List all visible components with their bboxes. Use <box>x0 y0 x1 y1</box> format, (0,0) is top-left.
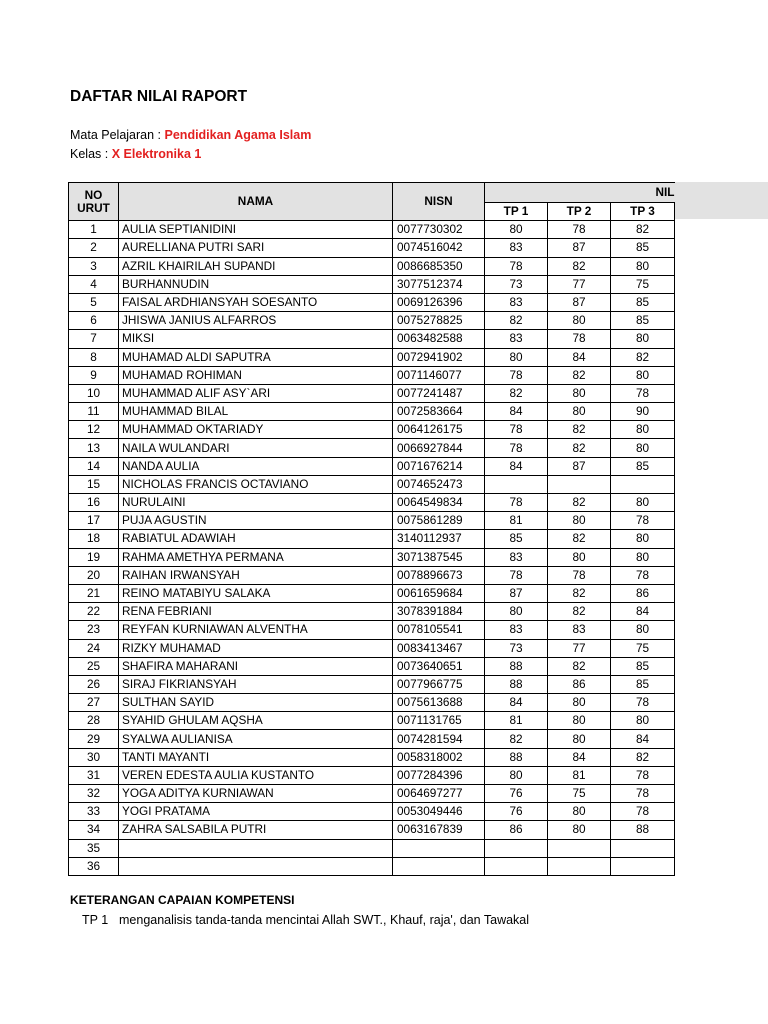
student-name: MIKSI <box>119 330 393 348</box>
student-nisn: 0083413467 <box>393 639 485 657</box>
student-nisn <box>393 857 485 875</box>
class-label: Kelas : <box>70 147 109 161</box>
score-tp2: 84 <box>548 348 611 366</box>
student-name: NAILA WULANDARI <box>119 439 393 457</box>
header-nisn: NISN <box>393 183 485 221</box>
table-row <box>69 748 675 766</box>
table-row <box>69 275 675 293</box>
score-tp2: 84 <box>548 748 611 766</box>
student-nisn <box>393 839 485 857</box>
student-nisn: 0074281594 <box>393 730 485 748</box>
row-number: 26 <box>69 675 119 693</box>
score-tp2: 75 <box>548 785 611 803</box>
score-tp3: 84 <box>611 730 675 748</box>
score-tp2: 82 <box>548 421 611 439</box>
score-tp2 <box>548 857 611 875</box>
score-tp2: 82 <box>548 603 611 621</box>
student-nisn: 0064549834 <box>393 494 485 512</box>
score-tp2: 78 <box>548 330 611 348</box>
student-name: MUHAMAD ALDI SAPUTRA <box>119 348 393 366</box>
score-tp2: 80 <box>548 694 611 712</box>
student-name: RENA FEBRIANI <box>119 603 393 621</box>
score-tp2: 82 <box>548 439 611 457</box>
student-nisn: 0073640651 <box>393 657 485 675</box>
table-row <box>69 457 675 475</box>
score-tp2: 77 <box>548 275 611 293</box>
subject-value: Pendidikan Agama Islam <box>164 128 312 142</box>
table-row <box>69 439 675 457</box>
header-no-urut: NO URUT <box>69 183 119 221</box>
score-tp3: 78 <box>611 785 675 803</box>
score-tp1: 76 <box>485 785 548 803</box>
table-row <box>69 384 675 402</box>
score-tp3: 90 <box>611 403 675 421</box>
score-tp2: 82 <box>548 530 611 548</box>
score-tp3: 80 <box>611 494 675 512</box>
student-name: VEREN EDESTA AULIA KUSTANTO <box>119 766 393 784</box>
student-name: REINO MATABIYU SALAKA <box>119 584 393 602</box>
table-row <box>69 621 675 639</box>
student-nisn: 0078105541 <box>393 621 485 639</box>
student-name: ZAHRA SALSABILA PUTRI <box>119 821 393 839</box>
header-nama: NAMA <box>119 183 393 221</box>
student-nisn: 0074652473 <box>393 475 485 493</box>
student-nisn: 0072941902 <box>393 348 485 366</box>
score-tp3 <box>611 857 675 875</box>
score-tp1: 78 <box>485 366 548 384</box>
score-tp3: 85 <box>611 675 675 693</box>
student-name: AURELLIANA PUTRI SARI <box>119 239 393 257</box>
student-name: NANDA AULIA <box>119 457 393 475</box>
row-number: 30 <box>69 748 119 766</box>
table-row <box>69 584 675 602</box>
student-nisn: 0078896673 <box>393 566 485 584</box>
table-row <box>69 694 675 712</box>
class-value: X Elektronika 1 <box>111 147 202 161</box>
row-number: 23 <box>69 621 119 639</box>
student-name: SYAHID GHULAM AQSHA <box>119 712 393 730</box>
table-row <box>69 330 675 348</box>
score-tp1: 88 <box>485 657 548 675</box>
student-nisn: 0075861289 <box>393 512 485 530</box>
row-number: 12 <box>69 421 119 439</box>
student-nisn: 0074516042 <box>393 239 485 257</box>
student-name: PUJA AGUSTIN <box>119 512 393 530</box>
score-tp1: 87 <box>485 584 548 602</box>
score-tp1: 83 <box>485 548 548 566</box>
score-tp1: 81 <box>485 712 548 730</box>
score-tp1: 88 <box>485 748 548 766</box>
score-tp3: 75 <box>611 639 675 657</box>
table-row <box>69 512 675 530</box>
header-nilai: NIL <box>485 183 675 203</box>
student-name: SYALWA AULIANISA <box>119 730 393 748</box>
student-name: REYFAN KURNIAWAN ALVENTHA <box>119 621 393 639</box>
score-tp2: 82 <box>548 657 611 675</box>
score-tp3: 80 <box>611 330 675 348</box>
score-tp2: 80 <box>548 730 611 748</box>
table-row <box>69 821 675 839</box>
row-number: 28 <box>69 712 119 730</box>
row-number: 19 <box>69 548 119 566</box>
student-nisn: 3071387545 <box>393 548 485 566</box>
student-name: JHISWA JANIUS ALFARROS <box>119 312 393 330</box>
score-tp1: 85 <box>485 530 548 548</box>
student-nisn: 0077966775 <box>393 675 485 693</box>
score-tp1: 84 <box>485 694 548 712</box>
score-tp1: 80 <box>485 221 548 239</box>
header-tp2: TP 2 <box>548 203 611 221</box>
score-tp2: 81 <box>548 766 611 784</box>
score-tp1: 80 <box>485 348 548 366</box>
row-number: 27 <box>69 694 119 712</box>
student-name: BURHANNUDIN <box>119 275 393 293</box>
student-name: RAHMA AMETHYA PERMANA <box>119 548 393 566</box>
score-tp1 <box>485 475 548 493</box>
score-tp3: 80 <box>611 366 675 384</box>
score-tp2: 87 <box>548 239 611 257</box>
student-name: SHAFIRA MAHARANI <box>119 657 393 675</box>
score-tp3: 80 <box>611 257 675 275</box>
row-number: 36 <box>69 857 119 875</box>
score-tp1: 82 <box>485 312 548 330</box>
table-row <box>69 403 675 421</box>
table-row <box>69 421 675 439</box>
student-nisn: 0053049446 <box>393 803 485 821</box>
score-tp3: 80 <box>611 712 675 730</box>
student-name: YOGA ADITYA KURNIAWAN <box>119 785 393 803</box>
student-nisn: 0086685350 <box>393 257 485 275</box>
grades-table <box>68 182 675 876</box>
score-tp3: 80 <box>611 421 675 439</box>
table-row <box>69 566 675 584</box>
subject-label: Mata Pelajaran : <box>70 128 162 142</box>
row-number: 6 <box>69 312 119 330</box>
score-tp2: 82 <box>548 366 611 384</box>
student-nisn: 0071146077 <box>393 366 485 384</box>
row-number: 22 <box>69 603 119 621</box>
table-row <box>69 530 675 548</box>
score-tp1: 82 <box>485 384 548 402</box>
row-number: 13 <box>69 439 119 457</box>
score-tp3: 85 <box>611 312 675 330</box>
score-tp3: 88 <box>611 821 675 839</box>
row-number: 16 <box>69 494 119 512</box>
score-tp2: 82 <box>548 257 611 275</box>
score-tp2: 80 <box>548 403 611 421</box>
table-row <box>69 366 675 384</box>
score-tp3: 86 <box>611 584 675 602</box>
student-nisn: 0058318002 <box>393 748 485 766</box>
score-tp3: 85 <box>611 293 675 311</box>
score-tp2: 87 <box>548 457 611 475</box>
row-number: 15 <box>69 475 119 493</box>
score-tp1: 80 <box>485 603 548 621</box>
table-row <box>69 293 675 311</box>
student-nisn: 0064126175 <box>393 421 485 439</box>
row-number: 20 <box>69 566 119 584</box>
row-number: 18 <box>69 530 119 548</box>
score-tp2: 87 <box>548 293 611 311</box>
student-name: MUHAMMAD ALIF ASY`ARI <box>119 384 393 402</box>
student-nisn: 3140112937 <box>393 530 485 548</box>
score-tp3: 78 <box>611 694 675 712</box>
score-tp1: 73 <box>485 639 548 657</box>
student-nisn: 0066927844 <box>393 439 485 457</box>
score-tp3: 80 <box>611 548 675 566</box>
row-number: 33 <box>69 803 119 821</box>
student-nisn: 3077512374 <box>393 275 485 293</box>
header-overflow-band <box>674 182 768 219</box>
score-tp1: 76 <box>485 803 548 821</box>
row-number: 4 <box>69 275 119 293</box>
score-tp2: 80 <box>548 512 611 530</box>
student-name <box>119 857 393 875</box>
row-number: 1 <box>69 221 119 239</box>
score-tp3: 82 <box>611 748 675 766</box>
student-name: RABIATUL ADAWIAH <box>119 530 393 548</box>
score-tp3 <box>611 475 675 493</box>
row-number: 32 <box>69 785 119 803</box>
subject-line <box>70 128 311 142</box>
student-nisn: 0077241487 <box>393 384 485 402</box>
student-nisn: 0071131765 <box>393 712 485 730</box>
score-tp2: 80 <box>548 312 611 330</box>
table-row <box>69 639 675 657</box>
table-row <box>69 494 675 512</box>
score-tp3: 85 <box>611 657 675 675</box>
score-tp3: 78 <box>611 766 675 784</box>
student-nisn: 0071676214 <box>393 457 485 475</box>
score-tp3: 84 <box>611 603 675 621</box>
row-number: 7 <box>69 330 119 348</box>
score-tp2: 80 <box>548 821 611 839</box>
legend-title: KETERANGAN CAPAIAN KOMPETENSI <box>70 893 295 907</box>
table-row <box>69 857 675 875</box>
student-name: RAIHAN IRWANSYAH <box>119 566 393 584</box>
score-tp1: 78 <box>485 421 548 439</box>
student-nisn: 0061659684 <box>393 584 485 602</box>
student-name: SIRAJ FIKRIANSYAH <box>119 675 393 693</box>
score-tp2: 86 <box>548 675 611 693</box>
row-number: 34 <box>69 821 119 839</box>
row-number: 2 <box>69 239 119 257</box>
student-name: RIZKY MUHAMAD <box>119 639 393 657</box>
student-nisn: 0069126396 <box>393 293 485 311</box>
student-name: AULIA SEPTIANIDINI <box>119 221 393 239</box>
student-nisn: 0075613688 <box>393 694 485 712</box>
score-tp2: 78 <box>548 566 611 584</box>
row-number: 29 <box>69 730 119 748</box>
score-tp1: 84 <box>485 457 548 475</box>
score-tp1: 83 <box>485 621 548 639</box>
student-nisn: 0075278825 <box>393 312 485 330</box>
row-number: 17 <box>69 512 119 530</box>
table-row <box>69 657 675 675</box>
grades-body <box>69 221 675 876</box>
score-tp1: 80 <box>485 766 548 784</box>
score-tp3: 75 <box>611 275 675 293</box>
row-number: 25 <box>69 657 119 675</box>
score-tp1: 88 <box>485 675 548 693</box>
score-tp2: 82 <box>548 584 611 602</box>
table-row <box>69 766 675 784</box>
student-name: NURULAINI <box>119 494 393 512</box>
score-tp2: 82 <box>548 494 611 512</box>
score-tp1: 82 <box>485 730 548 748</box>
score-tp1: 78 <box>485 494 548 512</box>
table-row <box>69 239 675 257</box>
row-number: 31 <box>69 766 119 784</box>
header-tp1: TP 1 <box>485 203 548 221</box>
student-nisn: 3078391884 <box>393 603 485 621</box>
student-name: AZRIL KHAIRILAH SUPANDI <box>119 257 393 275</box>
score-tp1: 83 <box>485 293 548 311</box>
score-tp2: 80 <box>548 803 611 821</box>
table-row <box>69 785 675 803</box>
student-nisn: 0077284396 <box>393 766 485 784</box>
student-nisn: 0072583664 <box>393 403 485 421</box>
row-number: 21 <box>69 584 119 602</box>
page-title: DAFTAR NILAI RAPORT <box>70 88 248 105</box>
table-row <box>69 803 675 821</box>
score-tp1: 78 <box>485 439 548 457</box>
table-row <box>69 675 675 693</box>
score-tp2: 80 <box>548 384 611 402</box>
score-tp3: 78 <box>611 384 675 402</box>
score-tp3: 78 <box>611 512 675 530</box>
score-tp1: 83 <box>485 330 548 348</box>
score-tp2: 80 <box>548 712 611 730</box>
row-number: 24 <box>69 639 119 657</box>
student-name: MUHAMAD ROHIMAN <box>119 366 393 384</box>
student-nisn: 0063482588 <box>393 330 485 348</box>
table-row <box>69 548 675 566</box>
score-tp2: 77 <box>548 639 611 657</box>
score-tp1: 84 <box>485 403 548 421</box>
score-tp3: 85 <box>611 457 675 475</box>
score-tp1 <box>485 857 548 875</box>
legend-code: TP 1 <box>82 913 109 927</box>
row-number: 10 <box>69 384 119 402</box>
score-tp3: 80 <box>611 439 675 457</box>
score-tp2: 83 <box>548 621 611 639</box>
row-number: 11 <box>69 403 119 421</box>
score-tp1: 78 <box>485 566 548 584</box>
class-line <box>70 147 201 161</box>
score-tp3: 78 <box>611 566 675 584</box>
score-tp1 <box>485 839 548 857</box>
table-row <box>69 348 675 366</box>
score-tp1: 83 <box>485 239 548 257</box>
score-tp3: 80 <box>611 621 675 639</box>
row-number: 35 <box>69 839 119 857</box>
row-number: 5 <box>69 293 119 311</box>
row-number: 14 <box>69 457 119 475</box>
legend-description: menganalisis tanda-tanda mencintai Allah SWT., Khauf, raja', dan Tawakal <box>119 913 530 927</box>
student-name <box>119 839 393 857</box>
score-tp2: 80 <box>548 548 611 566</box>
table-row <box>69 730 675 748</box>
score-tp1: 86 <box>485 821 548 839</box>
student-name: NICHOLAS FRANCIS OCTAVIANO <box>119 475 393 493</box>
student-name: MUHAMMAD BILAL <box>119 403 393 421</box>
score-tp2 <box>548 839 611 857</box>
score-tp2 <box>548 475 611 493</box>
score-tp1: 78 <box>485 257 548 275</box>
student-name: SULTHAN SAYID <box>119 694 393 712</box>
score-tp3: 78 <box>611 803 675 821</box>
score-tp3: 85 <box>611 239 675 257</box>
score-tp3 <box>611 839 675 857</box>
student-name: FAISAL ARDHIANSYAH SOESANTO <box>119 293 393 311</box>
student-nisn: 0064697277 <box>393 785 485 803</box>
student-nisn: 0077730302 <box>393 221 485 239</box>
row-number: 9 <box>69 366 119 384</box>
header-tp3: TP 3 <box>611 203 675 221</box>
student-name: YOGI PRATAMA <box>119 803 393 821</box>
table-row <box>69 221 675 239</box>
table-row <box>69 257 675 275</box>
student-name: MUHAMMAD OKTARIADY <box>119 421 393 439</box>
score-tp2: 78 <box>548 221 611 239</box>
table-row <box>69 603 675 621</box>
score-tp1: 81 <box>485 512 548 530</box>
student-name: TANTI MAYANTI <box>119 748 393 766</box>
table-row <box>69 475 675 493</box>
score-tp3: 82 <box>611 221 675 239</box>
table-row <box>69 712 675 730</box>
table-row <box>69 839 675 857</box>
row-number: 8 <box>69 348 119 366</box>
student-nisn: 0063167839 <box>393 821 485 839</box>
row-number: 3 <box>69 257 119 275</box>
score-tp3: 80 <box>611 530 675 548</box>
table-row <box>69 312 675 330</box>
score-tp3: 82 <box>611 348 675 366</box>
score-tp1: 73 <box>485 275 548 293</box>
